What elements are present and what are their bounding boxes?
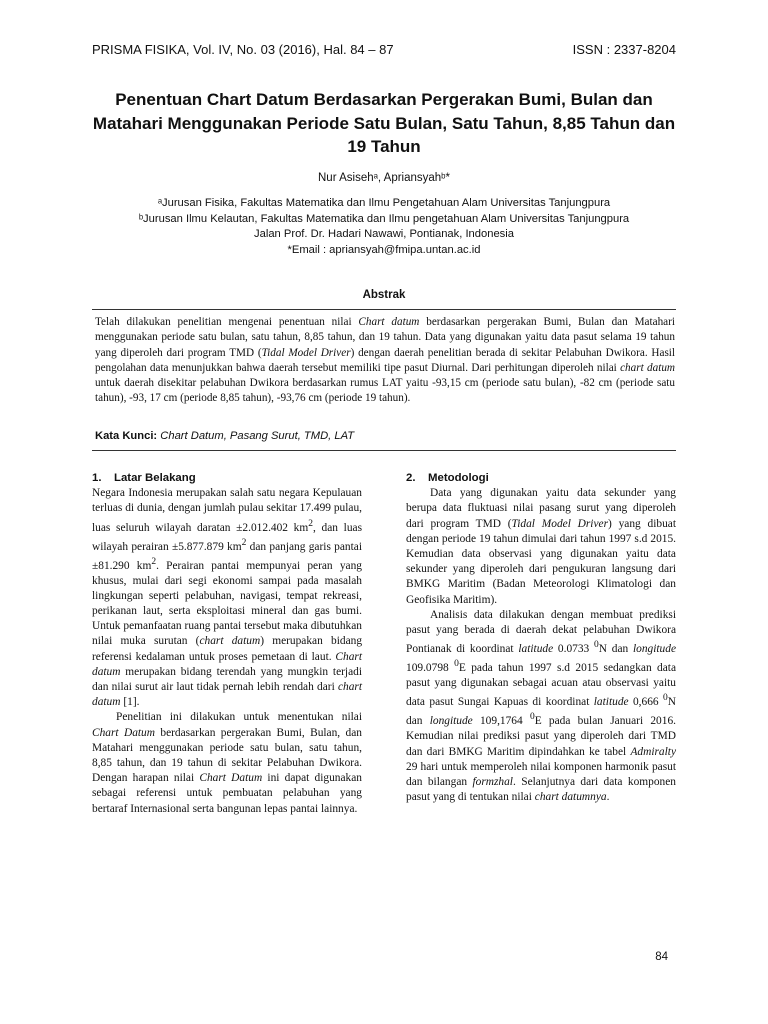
affiliation-a: ᵃJurusan Fisika, Fakultas Matematika dan Ilmu Pengetahuan Alam Universitas Tanjungpura: [157, 197, 611, 209]
paragraph: Analisis data dilakukan dengan membuat prediksi pasut yang berada di daerah dekat pelabuhan Dwikora Pontianak di koordinat latitude 0.0733 $^0$N dan longitude 109.0798 $^0$E pada tahun 1997 s.d 2015 sedangkan data pasut yang digunakan sebagai acuan atau observasi yaitu data pasut Sungai Kapuas di koordinat latitude 0,666 $^0$N dan longitude 109,1764 $^0$E pada bulan Januari 2016. Kemudian nilai prediksi pasut yang diperoleh dari TMD dan dari BMKG Maritim dipindahkan ke tabel Admiralty 29 hari untuk memperoleh nilai komponen harmonik pasut dan bilangan formzhal. Selanjutnya dari data komponen pasut yang di tentukan nilai chart datumnya.: [406, 608, 677, 804]
keywords: [95, 430, 675, 442]
section-heading-latar-belakang: 1. Latar Belakang: [92, 472, 196, 484]
paragraph: Penelitian ini dilakukan untuk menentukan nilai Chart Datum berdasarkan pergerakan Bumi, Bulan, dan Matahari menggunakan periode satu bulan, satu tahun, 8,85 tahun, dan 19 tahun di sekitar Pelabuhan Dwikora. Dengan harapan nilai Chart Datum ini dapat digunakan sebagai referensi untuk pembuatan pelabuhan yang bertaraf Internasional serta bangunan lepas pantai lainnya.: [92, 711, 362, 815]
section-heading-metodologi: 2. Metodologi: [406, 472, 489, 484]
affiliation-address: Jalan Prof. Dr. Hadari Nawawi, Pontianak, Indonesia: [254, 228, 514, 240]
keywords-value: Chart Datum, Pasang Surut, TMD, LAT: [157, 430, 355, 442]
paper-title: Penentuan Chart Datum Berdasarkan Pergerakan Bumi, Bulan dan Matahari Menggunakan Periode Satu Bulan, Satu Tahun, 8,85 Tahun dan 19 Tahun: [92, 90, 676, 156]
abstract-top-rule: [92, 309, 676, 310]
affiliations: [90, 196, 678, 258]
right-column: [406, 471, 676, 805]
left-column: [92, 471, 362, 817]
page-header: [92, 42, 676, 60]
issn: ISSN : 2337-8204: [572, 42, 676, 57]
keywords-label: Kata Kunci:: [95, 430, 158, 442]
paragraph: Negara Indonesia merupakan salah satu negara Kepulauan terluas di dunia, dengan jumlah pulau sekitar 17.499 pulau, luas seluruh wilayah daratan ±2.012.402 $km^2$, dan luas wilayah perairan ±5.877.879 $km^2$ dan panjang garis pantai ±81.290 $km^2$. Perairan pantai mempunyai peran yang khusus, mulai dari segi ekonomi sampai pada masalah lingkungan seperti pelabuhan, navigasi, tempat rekreasi, perikanan laut, serta eksploitasi mineral dan gas bumi. Untuk pemanfaatan ruang pantai tersebut maka dibutuhkan nilai muka surutan (chart datum) merupakan bidang referensi kedalaman untuk proses pemetaan di laut. Chart datum merupakan bidang terendah yang mungkin terjadi dan nilai surut air laut tidak pernah lebih rendah dari chart datum [1].: [92, 487, 363, 709]
affiliation-b: ᵇJurusan Ilmu Kelautan, Fakultas Matematika dan Ilmu pengetahuan Alam Universitas Tanjungpura: [138, 212, 630, 225]
corresponding-email[interactable]: *Email : apriansyah@fmipa.untan.ac.id: [287, 243, 481, 256]
journal-citation: PRISMA FISIKA, Vol. IV, No. 03 (2016), Hal. 84 – 87: [92, 42, 394, 57]
keywords-bottom-rule: [92, 450, 676, 451]
page-number: 84: [655, 951, 668, 963]
abstract-body: Telah dilakukan penelitian mengenai penentuan nilai Chart datum berdasarkan pergerakan Bumi, Bulan dan Matahari menggunakan periode satu bulan, satu tahun, 8,85 tahun, dan 19 tahun. Data yang digunakan yaitu data pasut selama 19 tahun yang diperoleh dari program TMD (Tidal Model Driver) dengan daerah penelitian berada di sekitar Pelabuhan Dwikora. Hasil pengolahan data menunjukkan bahwa daerah tersebut memiliki tipe pasut Diurnal. Dari perhitungan diperoleh nilai chart datum untuk daerah disekitar pelabuhan Dwikora berdasarkan rumus LAT yaitu -93,15 cm (periode satu bulan), -82 cm (periode satu tahun), -93, 17 cm (periode 8,85 tahun), -93,76 cm (periode 19 tahun).: [95, 316, 676, 405]
authors: Nur Asisehᵃ, Apriansyahᵇ*: [318, 172, 450, 184]
abstract-heading: Abstrak: [362, 289, 406, 301]
paragraph: Data yang digunakan yaitu data sekunder yang berupa data fluktuasi nilai pasang surut yang diperoleh dari program TMD (Tidal Model Driver) yang dibuat dengan periode 19 tahun dimulai dari tahun 1997 s.d 2015. Kemudian data observasi yang digunakan yaitu data sekunder yang diperoleh dari pengukuran langsung dari BMKG Maritim (Badan Meteorologi Klimatologi dan Geofisika Maritim).: [406, 487, 676, 606]
